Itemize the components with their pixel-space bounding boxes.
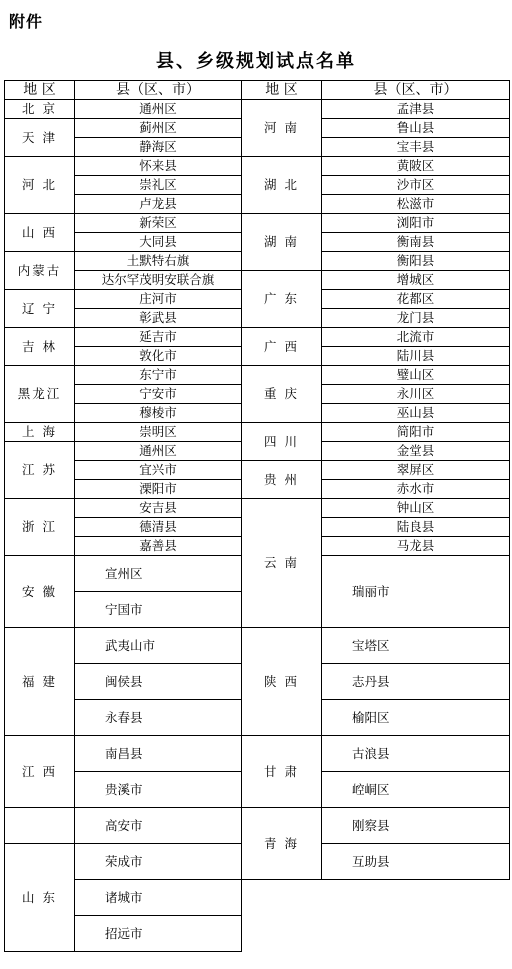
county-cell: 巫山县 bbox=[322, 404, 510, 423]
county-cell: 宁安市 bbox=[75, 385, 242, 404]
region-cell: 辽 宁 bbox=[5, 290, 75, 328]
region-cell: 山 东 bbox=[5, 844, 75, 952]
county-cell: 延吉市 bbox=[75, 328, 242, 347]
county-cell: 彰武县 bbox=[75, 309, 242, 328]
region-cell: 湖 北 bbox=[242, 157, 322, 214]
county-cell: 璧山区 bbox=[322, 366, 510, 385]
county-cell: 古浪县 bbox=[322, 736, 510, 772]
region-cell: 天 津 bbox=[5, 119, 75, 157]
county-cell: 衡阳县 bbox=[322, 252, 510, 271]
region-cell: 河 南 bbox=[242, 100, 322, 157]
county-cell: 宝丰县 bbox=[322, 138, 510, 157]
county-cell: 诸城市 bbox=[75, 880, 242, 916]
table-header-row bbox=[5, 81, 510, 100]
county-cell: 钟山区 bbox=[322, 499, 510, 518]
county-cell: 陆良县 bbox=[322, 518, 510, 537]
county-cell: 闽侯县 bbox=[75, 664, 242, 700]
county-cell: 马龙县 bbox=[322, 537, 510, 556]
county-cell: 安吉县 bbox=[75, 499, 242, 518]
region-cell: 云 南 bbox=[242, 499, 322, 628]
county-cell: 志丹县 bbox=[322, 664, 510, 700]
county-cell: 北流市 bbox=[322, 328, 510, 347]
county-cell: 崇明区 bbox=[75, 423, 242, 442]
header-region-left: 地 区 bbox=[5, 81, 75, 100]
region-cell: 河 北 bbox=[5, 157, 75, 214]
county-cell: 互助县 bbox=[322, 844, 510, 880]
region-cell: 北 京 bbox=[5, 100, 75, 119]
table-row bbox=[5, 214, 510, 233]
county-cell: 溧阳市 bbox=[75, 480, 242, 499]
table-row bbox=[5, 100, 510, 119]
county-cell: 通州区 bbox=[75, 100, 242, 119]
county-cell: 德清县 bbox=[75, 518, 242, 537]
county-cell: 花都区 bbox=[322, 290, 510, 309]
county-cell: 宝塔区 bbox=[322, 628, 510, 664]
region-cell: 广 西 bbox=[242, 328, 322, 366]
county-cell: 通州区 bbox=[75, 442, 242, 461]
county-cell: 崇礼区 bbox=[75, 176, 242, 195]
county-cell: 简阳市 bbox=[322, 423, 510, 442]
attachment-label: 附件 bbox=[9, 12, 44, 31]
county-cell: 宣州区 bbox=[75, 556, 242, 592]
county-cell: 招远市 bbox=[75, 916, 242, 952]
county-cell: 高安市 bbox=[75, 808, 242, 844]
county-cell: 达尔罕茂明安联合旗 bbox=[75, 271, 242, 290]
county-cell: 敦化市 bbox=[75, 347, 242, 366]
county-cell: 土默特右旗 bbox=[75, 252, 242, 271]
header-region-right: 地 区 bbox=[242, 81, 322, 100]
region-cell: 内蒙古 bbox=[5, 252, 75, 290]
county-cell: 鲁山县 bbox=[322, 119, 510, 138]
county-cell: 崆峒区 bbox=[322, 772, 510, 808]
county-cell: 榆阳区 bbox=[322, 700, 510, 736]
region-cell: 黑龙江 bbox=[5, 366, 75, 423]
county-cell: 荣成市 bbox=[75, 844, 242, 880]
county-cell: 庄河市 bbox=[75, 290, 242, 309]
table-row bbox=[5, 271, 510, 290]
table-row bbox=[5, 157, 510, 176]
region-cell: 福 建 bbox=[5, 628, 75, 736]
county-cell: 武夷山市 bbox=[75, 628, 242, 664]
county-cell: 宜兴市 bbox=[75, 461, 242, 480]
county-cell: 松滋市 bbox=[322, 195, 510, 214]
county-cell: 龙门县 bbox=[322, 309, 510, 328]
county-cell: 静海区 bbox=[75, 138, 242, 157]
header-county-left: 县（区、市） bbox=[75, 81, 242, 100]
county-cell: 赤水市 bbox=[322, 480, 510, 499]
region-cell: 江 苏 bbox=[5, 442, 75, 499]
table-row bbox=[5, 366, 510, 385]
region-cell: 四 川 bbox=[242, 423, 322, 461]
county-cell: 穆棱市 bbox=[75, 404, 242, 423]
county-cell: 衡南县 bbox=[322, 233, 510, 252]
county-cell: 浏阳市 bbox=[322, 214, 510, 233]
blank-area bbox=[242, 880, 510, 952]
table-row bbox=[5, 461, 510, 480]
region-cell: 重 庆 bbox=[242, 366, 322, 423]
region-cell: 甘 肃 bbox=[242, 736, 322, 808]
region-cell: 湖 南 bbox=[242, 214, 322, 271]
header-county-right: 县（区、市） bbox=[322, 81, 510, 100]
table-row bbox=[5, 808, 510, 844]
county-cell: 宁国市 bbox=[75, 592, 242, 628]
document-title: 县、乡级规划试点名单 bbox=[156, 51, 356, 72]
county-cell: 永川区 bbox=[322, 385, 510, 404]
region-cell: 陕 西 bbox=[242, 628, 322, 736]
county-cell: 大同县 bbox=[75, 233, 242, 252]
county-cell: 孟津县 bbox=[322, 100, 510, 119]
region-cell: 青 海 bbox=[242, 808, 322, 880]
county-cell: 卢龙县 bbox=[75, 195, 242, 214]
region-cell: 江 西 bbox=[5, 736, 75, 808]
table-row bbox=[5, 499, 510, 518]
table-row bbox=[5, 628, 510, 664]
region-cell: 吉 林 bbox=[5, 328, 75, 366]
region-cell: 浙 江 bbox=[5, 499, 75, 556]
county-cell: 增城区 bbox=[322, 271, 510, 290]
county-cell: 新荣区 bbox=[75, 214, 242, 233]
county-cell: 嘉善县 bbox=[75, 537, 242, 556]
empty-cell bbox=[5, 808, 75, 844]
region-cell: 上 海 bbox=[5, 423, 75, 442]
county-cell: 南昌县 bbox=[75, 736, 242, 772]
region-cell: 贵 州 bbox=[242, 461, 322, 499]
county-cell: 黄陂区 bbox=[322, 157, 510, 176]
table-row bbox=[5, 423, 510, 442]
county-cell: 怀来县 bbox=[75, 157, 242, 176]
county-cell: 瑞丽市 bbox=[322, 556, 510, 628]
table-row bbox=[5, 328, 510, 347]
table-row bbox=[5, 736, 510, 772]
county-cell: 刚察县 bbox=[322, 808, 510, 844]
county-cell: 沙市区 bbox=[322, 176, 510, 195]
county-cell: 翠屏区 bbox=[322, 461, 510, 480]
county-cell: 东宁市 bbox=[75, 366, 242, 385]
pilot-list-table bbox=[4, 80, 510, 952]
region-cell: 山 西 bbox=[5, 214, 75, 252]
county-cell: 蓟州区 bbox=[75, 119, 242, 138]
table-row bbox=[5, 880, 510, 916]
county-cell: 永春县 bbox=[75, 700, 242, 736]
county-cell: 陆川县 bbox=[322, 347, 510, 366]
region-cell: 广 东 bbox=[242, 271, 322, 328]
region-cell: 安 徽 bbox=[5, 556, 75, 628]
county-cell: 金堂县 bbox=[322, 442, 510, 461]
county-cell: 贵溪市 bbox=[75, 772, 242, 808]
